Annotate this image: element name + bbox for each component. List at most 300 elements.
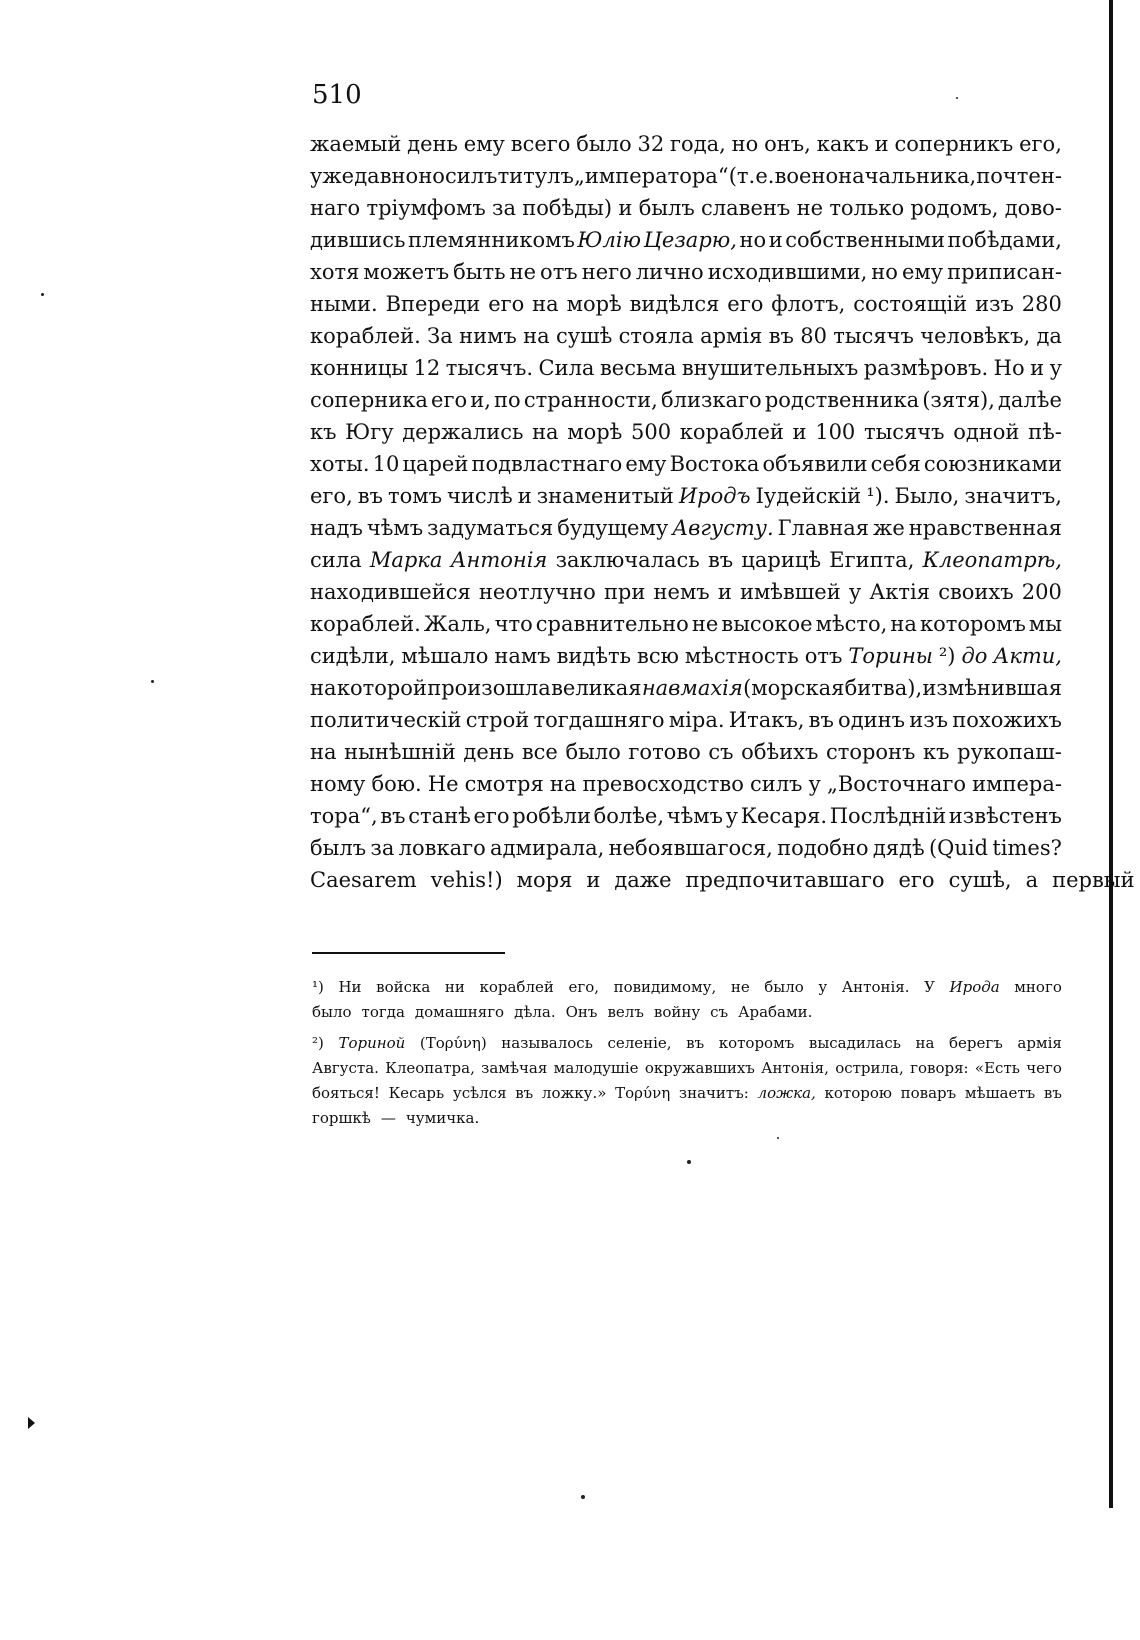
word: армія [700, 324, 763, 348]
word: Іудейскій [755, 484, 862, 508]
word: Юлію [577, 228, 642, 252]
word: въ [515, 1084, 534, 1102]
word: къ [310, 420, 337, 444]
word: но [871, 260, 898, 284]
word: Августу. [672, 516, 774, 540]
text-line [310, 608, 1062, 640]
word: лично [635, 260, 704, 284]
word: кораблей. [310, 612, 421, 636]
word: всю [637, 644, 679, 668]
text-line [312, 1056, 1062, 1081]
word: кораблей [479, 978, 554, 996]
word: Антонія [450, 548, 548, 572]
text-line [310, 192, 1062, 224]
word: сторонъ [825, 740, 916, 764]
word: е. [755, 164, 775, 188]
word: великая [551, 676, 642, 700]
word: его [898, 868, 935, 892]
word: въ [768, 324, 794, 348]
word: имѣвшей [739, 580, 841, 604]
word: тріумфомъ [366, 196, 486, 220]
text-line [312, 1106, 1062, 1131]
word: мѣсто, [815, 612, 888, 636]
word: обѣихъ [741, 740, 819, 764]
word: Цезарю, [643, 228, 737, 252]
word: онъ, [764, 132, 811, 156]
word: ни [444, 978, 465, 996]
word: царицѣ [741, 548, 822, 572]
word: бояться! [312, 1084, 380, 1102]
word: и [618, 196, 633, 220]
word: войну [653, 1003, 701, 1021]
word: не [691, 612, 719, 636]
word: селеніе, [607, 1034, 672, 1052]
word: За [427, 324, 453, 348]
word: ному [310, 772, 366, 796]
word: объявили [762, 452, 868, 476]
word: тогда [361, 1003, 405, 1021]
text-line [310, 128, 1062, 160]
word: все [521, 740, 558, 764]
word: видѣть [556, 644, 632, 668]
word: строй [465, 708, 530, 732]
word: титулъ [497, 164, 574, 188]
word: морѣ [567, 420, 623, 444]
word: называлось [501, 1034, 593, 1052]
word: съ [708, 740, 734, 764]
word: армія [1017, 1034, 1062, 1052]
word: (морская [743, 676, 845, 700]
word: битва), [844, 676, 923, 700]
word: его, [310, 484, 353, 508]
word: внушительныхъ [681, 356, 859, 380]
word: (Τορύνη) [419, 1034, 487, 1052]
word: поваръ [900, 1084, 957, 1102]
word: окружавшихъ [644, 1059, 755, 1077]
word: только [829, 196, 905, 220]
word: Главная [777, 516, 869, 540]
word: импера- [972, 772, 1062, 796]
word: соперника [310, 388, 428, 412]
word: 10 [372, 452, 400, 476]
word: хотя [310, 260, 360, 284]
word: же [873, 516, 905, 540]
word: намъ [494, 644, 551, 668]
main-text [310, 128, 1135, 896]
word: на [310, 740, 337, 764]
word: моря [516, 868, 573, 892]
word: ловкаго [398, 836, 486, 860]
text-line [310, 352, 1062, 384]
scan-speck [581, 1495, 585, 1499]
word: жаемый [310, 132, 402, 156]
word: Иродъ [678, 484, 751, 508]
word: въ [808, 708, 834, 732]
text-line [310, 288, 1062, 320]
word: мѣшало [401, 644, 489, 668]
word: горшкѣ [312, 1109, 371, 1127]
word: хоты. [310, 452, 370, 476]
word: его, [568, 978, 599, 996]
word: Не [427, 772, 459, 796]
text-line [310, 448, 1062, 480]
word: на [532, 292, 559, 316]
word: союзниками [923, 452, 1062, 476]
word: Антонія, [761, 1059, 829, 1077]
word: Итакъ, [728, 708, 805, 732]
word: собственными [785, 228, 945, 252]
word: приписан- [947, 260, 1062, 284]
word: неотлучно [478, 580, 596, 604]
word: дившись [310, 228, 406, 252]
word: было [565, 740, 621, 764]
word: измѣнившая [922, 676, 1062, 700]
word: наго [310, 196, 361, 220]
text-line [310, 640, 1062, 672]
word: при [603, 580, 646, 604]
word: въ [380, 804, 406, 828]
word: ¹). [866, 484, 890, 508]
word: пѣ- [1028, 420, 1062, 444]
word: и [717, 580, 732, 604]
word: адмирала, [490, 836, 605, 860]
word: одинъ [838, 708, 905, 732]
word: военоначальника, [774, 164, 977, 188]
word: славенъ [701, 196, 791, 220]
word: говоря: [910, 1059, 969, 1077]
word: берегъ [949, 1034, 1003, 1052]
word: но [731, 132, 759, 156]
word: міра. [668, 708, 725, 732]
scan-speck [956, 97, 958, 99]
word: ными. [310, 292, 378, 316]
word: родственника [764, 388, 920, 412]
word: какъ [816, 132, 869, 156]
word: стояла [618, 324, 694, 348]
word: день [463, 740, 515, 764]
word: сушѣ, [948, 868, 1012, 892]
word: острила, [835, 1059, 904, 1077]
word: Египта, [829, 548, 915, 572]
word: Марка [369, 548, 443, 572]
word: у [1049, 356, 1062, 380]
word: Caesarem [310, 868, 417, 892]
word: не [509, 260, 537, 284]
word: за [492, 196, 516, 220]
word: значитъ: [678, 1084, 749, 1102]
word: предпочитавшаго [685, 868, 885, 892]
word: Актія [869, 580, 931, 604]
word: Ни [338, 978, 362, 996]
word: ложку.» [541, 1084, 607, 1102]
word: подвластнаго [471, 452, 623, 476]
word: кораблей. [310, 324, 421, 348]
word: видѣлся [629, 292, 720, 316]
word: 280 [1021, 292, 1062, 316]
word: произошла [427, 676, 551, 700]
word: Августа. [312, 1059, 379, 1077]
word: Ирода [949, 978, 1000, 996]
word: его [488, 292, 525, 316]
word: ²) [938, 644, 956, 668]
word: 12 [413, 356, 441, 380]
word: у [818, 978, 828, 996]
word: небоявшагося, [608, 836, 773, 860]
word: болѣе, [593, 804, 665, 828]
word: состоящій [853, 292, 968, 316]
word: далѣе [998, 388, 1062, 412]
word: ему [463, 132, 505, 156]
word: племянникомъ [408, 228, 575, 252]
word: не [730, 978, 750, 996]
word: что [494, 612, 533, 636]
word: давно [354, 164, 419, 188]
word: себя [870, 452, 921, 476]
word: Но [993, 356, 1025, 380]
word: за [370, 836, 395, 860]
word: навмахія [641, 676, 743, 700]
text-line [310, 672, 1062, 704]
word: къ [923, 740, 950, 764]
word: побѣды) [522, 196, 613, 220]
scan-speck [777, 1137, 779, 1139]
word: былъ [310, 836, 367, 860]
word: уже [310, 164, 355, 188]
word: Сила [538, 356, 595, 380]
word: соперникъ [894, 132, 1014, 156]
page-number: 510 [312, 80, 362, 110]
word: тогдашняго [533, 708, 665, 732]
word: въ [1043, 1084, 1062, 1102]
word: его [473, 804, 510, 828]
word: у [725, 804, 739, 828]
word: войска [376, 978, 431, 996]
word: 200 [1021, 580, 1062, 604]
word: отъ [540, 260, 578, 284]
text-line [312, 975, 1062, 1000]
word: сравнительно [535, 612, 689, 636]
word: изъ [909, 708, 949, 732]
word: и [792, 420, 807, 444]
word: которою [824, 1084, 892, 1102]
word: и [1030, 356, 1045, 380]
word: дѣла. [514, 1003, 556, 1021]
word: конницы [310, 356, 408, 380]
word: мѣстность [684, 644, 799, 668]
word: въ [686, 1034, 705, 1052]
word: подобно [777, 836, 869, 860]
word: на [532, 420, 559, 444]
word: домашняго [414, 1003, 505, 1021]
word: отъ [804, 644, 843, 668]
word: мы [1028, 612, 1062, 636]
text-line [310, 544, 1062, 576]
text-line [310, 576, 1062, 608]
word: Τορύνη [615, 1084, 671, 1102]
word: заключалась [555, 548, 700, 572]
word: превосходство [582, 772, 744, 796]
word: бою. [371, 772, 422, 796]
word: Арабами. [738, 1003, 813, 1021]
word: числѣ [447, 484, 513, 508]
text-line [310, 704, 1062, 736]
scan-speck [41, 293, 44, 296]
word: весьма [599, 356, 677, 380]
word: знаменитый [536, 484, 674, 508]
word: похожихъ [952, 708, 1062, 732]
word: чего [1026, 1059, 1062, 1077]
word: года, [670, 132, 726, 156]
text-line [310, 480, 1062, 512]
word: повидимому, [613, 978, 717, 996]
word: станѣ [408, 804, 471, 828]
word: размѣровъ. [863, 356, 989, 380]
text-line [310, 256, 1062, 288]
scan-marker [28, 1417, 35, 1429]
word: быть [453, 260, 506, 284]
word: извѣстенъ [948, 804, 1062, 828]
word: сидѣли, [310, 644, 396, 668]
word: нимъ [459, 324, 517, 348]
text-line [310, 320, 1062, 352]
word: него [581, 260, 632, 284]
word: высокое [721, 612, 813, 636]
word: побѣдами, [947, 228, 1062, 252]
word: Торины [848, 644, 933, 668]
word: человѣкъ, [920, 324, 1031, 348]
word: близкаго [660, 388, 762, 412]
word: будущему [557, 516, 669, 540]
word: но [739, 228, 767, 252]
word: и [586, 868, 601, 892]
word: на [890, 612, 917, 636]
word: не [796, 196, 824, 220]
footnote-divider [312, 952, 505, 954]
word: всего [510, 132, 571, 156]
word: высадилась [808, 1034, 901, 1052]
word: усѣлся [452, 1084, 507, 1102]
word: Антонія. [841, 978, 910, 996]
word: на [523, 324, 550, 348]
word: странности, [523, 388, 658, 412]
text-line [312, 1031, 1062, 1056]
word: Кесаря. [740, 804, 828, 828]
word: тора“, [310, 804, 378, 828]
word: ему [901, 260, 944, 284]
word: задуматься [427, 516, 554, 540]
footnotes [312, 975, 1062, 1131]
word: своихъ [938, 580, 1014, 604]
word: даже [614, 868, 672, 892]
word: робѣли [512, 804, 591, 828]
text-line [310, 512, 1062, 544]
word: съ [710, 1003, 729, 1021]
word: былъ [638, 196, 695, 220]
word: мѣшаетъ [964, 1084, 1036, 1102]
word: Впереди [385, 292, 481, 316]
word: дово- [1004, 196, 1062, 220]
word: его [727, 292, 764, 316]
word: носилъ [418, 164, 498, 188]
text-line [310, 736, 1062, 768]
word: У [924, 978, 935, 996]
text-line [310, 768, 1062, 800]
word: до [961, 644, 988, 668]
scan-speck [687, 1160, 691, 1164]
page-edge-rule [1109, 0, 1113, 1508]
word: чумичка. [405, 1109, 480, 1127]
word: по [494, 388, 521, 412]
word: первый [1052, 868, 1135, 892]
text-line [310, 160, 1062, 192]
word: (т. [728, 164, 756, 188]
word: тысячъ [833, 324, 914, 348]
word: его [431, 388, 468, 412]
text-line [310, 384, 1062, 416]
word: 80 [800, 324, 827, 348]
text-line [310, 864, 1135, 896]
word: царей [402, 452, 469, 476]
word: (зятя), [922, 388, 995, 412]
word: чѣмъ [666, 804, 723, 828]
word: на [310, 676, 337, 700]
word: надъ [310, 516, 363, 540]
word: на [915, 1034, 935, 1052]
word: немъ [653, 580, 710, 604]
word: родомъ, [910, 196, 999, 220]
word: у [808, 772, 821, 796]
word: его, [1019, 132, 1062, 156]
word: можетъ [363, 260, 450, 284]
word: томъ [388, 484, 442, 508]
word: день [407, 132, 458, 156]
word: флотъ, [771, 292, 846, 316]
word: дядѣ [872, 836, 925, 860]
word: а [1025, 868, 1039, 892]
word: значитъ, [964, 484, 1062, 508]
word: да [1036, 324, 1062, 348]
word: которой [336, 676, 427, 700]
word: которомъ [920, 612, 1026, 636]
word: замѣчая [481, 1059, 548, 1077]
word: малодушіе [553, 1059, 639, 1077]
word: нынѣшній [344, 740, 456, 764]
word: у [848, 580, 862, 604]
word: въ [357, 484, 383, 508]
word: ему [625, 452, 667, 476]
word: Югу [345, 420, 394, 444]
word: — [380, 1109, 396, 1127]
text-line [312, 1081, 1062, 1106]
word: было [576, 132, 632, 156]
word: Клеопатра, [385, 1059, 475, 1077]
word: 100 [815, 420, 856, 444]
word: „императора“ [574, 164, 729, 188]
text-line [310, 832, 1062, 864]
word: на [549, 772, 577, 796]
word: нравственная [908, 516, 1062, 540]
word: силъ [749, 772, 803, 796]
word: одной [953, 420, 1020, 444]
word: „Восточнаго [827, 772, 967, 796]
word: въ [707, 548, 734, 572]
word: было [312, 1003, 352, 1021]
word: чѣмъ [366, 516, 424, 540]
word: ¹) [312, 978, 324, 996]
word: Кесарь [388, 1084, 445, 1102]
word: Ториной [338, 1034, 406, 1052]
word: и [874, 132, 889, 156]
